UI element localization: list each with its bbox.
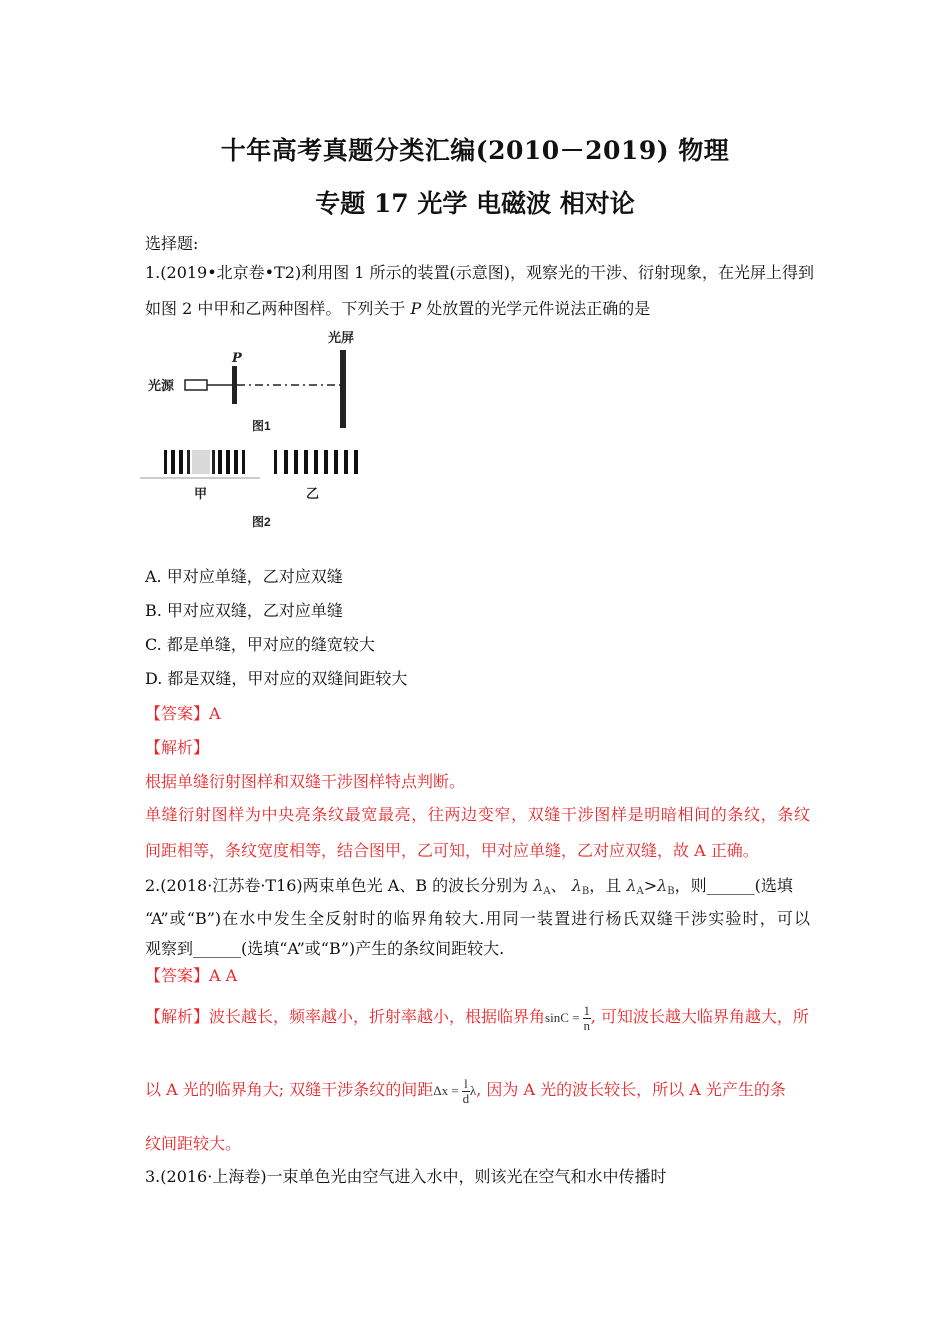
formula-dx-num: l [464, 1075, 468, 1091]
q1-option-c: C. 都是单缝，甲对应的缝宽较大 [145, 635, 375, 654]
q1-analysis-line1: 根据单缝衍射图样和双缝干涉图样特点判断。 [145, 772, 466, 791]
lambda-b-cmp: λ [657, 876, 668, 895]
q1-analysis-line2: 单缝衍射图样为中央亮条纹最宽最亮，往两边变窄，双缝干涉图样是明暗相间的条纹，条纹 [145, 805, 810, 824]
q1-stem-line2 [145, 296, 810, 319]
yi-fringe [314, 450, 318, 474]
q2-stem-a: 2.(2018·江苏卷·T16)两束单色光 A、B 的波长分别为 [145, 876, 529, 895]
screen-bar [340, 350, 346, 428]
formula-dx-frac [462, 1077, 470, 1106]
q2-gt: > [643, 876, 658, 895]
section-label: 选择题: [145, 234, 199, 253]
jia-fringe [179, 450, 183, 474]
q1-figure-svg [140, 326, 380, 536]
jia-fringe [164, 450, 167, 474]
q2-analysis-label: 【解析】 [145, 1007, 210, 1027]
jia-fringe [226, 450, 230, 474]
q2-stem-line2: “A”或“B”)在水中发生全反射时的临界角较大.用同一装置进行杨氏双缝干涉实验时，可以 [145, 909, 810, 928]
document-subtitle: 专题 17 光学 电磁波 相对论 [315, 189, 635, 218]
jia-fringe [212, 450, 215, 474]
lambda-a-sub: A [543, 886, 551, 897]
q1-stem-line2-a: 如图 2 中甲和乙两种图样。下列关于 [145, 299, 411, 318]
q1-stem-line2-b: 处放置的光学元件说法正确的是 [421, 299, 651, 318]
q1-analysis-label: 【解析】 [145, 738, 210, 757]
q2-analysis2-b: , 因为 A 光的波长较长，所以 A 光产生的条 [476, 1080, 786, 1100]
yi-fringe [284, 450, 288, 474]
q1-stem-p: P [410, 299, 422, 318]
lambda-a-cmp-sub: A [636, 886, 644, 897]
pattern-yi [274, 450, 358, 474]
q2-stem-line3: 观察到______(选填“A”或“B”)产生的条纹间距较大. [145, 939, 505, 958]
formula-sinc-num: 1 [583, 1002, 590, 1018]
yi-fringe [274, 450, 277, 474]
q1-analysis-line3: 间距相等，条纹宽度相等，结合图甲，乙可知，甲对应单缝，乙对应双缝，故 A 正确。 [145, 841, 759, 860]
yi-fringe [304, 450, 308, 474]
caption-fig2: 图2 [252, 515, 271, 529]
formula-sinc-lhs: sinC = [545, 1010, 580, 1026]
q2-analysis-line3: 纹间距较大。 [145, 1134, 242, 1153]
jia-fringe [187, 450, 190, 474]
q1-option-a: A. 甲对应单缝，乙对应双缝 [145, 567, 343, 586]
lambda-b-cmp-sub: B [667, 886, 675, 897]
q1-option-d: D. 都是双缝，甲对应的双缝间距较大 [145, 669, 408, 688]
formula-sinc-frac [583, 1004, 591, 1033]
q2-analysis-line2 [145, 1067, 810, 1113]
q2-answer: 【答案】A A [145, 966, 238, 985]
light-source-box [185, 380, 207, 390]
jia-fringe [234, 450, 238, 474]
label-p: P [232, 351, 242, 366]
q2-analysis1-b: , 可知波长越大临界角越大，所 [590, 1007, 809, 1027]
formula-dx-lambda: λ [469, 1083, 477, 1099]
lambda-b: λ [571, 876, 582, 895]
jia-fringe [171, 450, 175, 474]
label-light-source: 光源 [148, 378, 175, 393]
jia-fringe [218, 450, 222, 474]
caption-fig1: 图1 [252, 419, 271, 433]
q1-option-b: B. 甲对应双缝，乙对应单缝 [145, 601, 343, 620]
yi-fringe [334, 450, 338, 474]
q2-stem-b: 、 [550, 876, 567, 895]
lambda-a-cmp: λ [626, 876, 637, 895]
document-title: 十年高考真题分类汇编(2010－2019) 物理 [220, 136, 730, 165]
yi-fringe [324, 450, 328, 474]
jia-fringe [242, 450, 245, 474]
q3-stem-line1: 3.(2016·上海卷)一束单色光由空气进入水中，则该光在空气和水中传播时 [145, 1167, 667, 1186]
label-screen: 光屏 [328, 330, 355, 345]
lambda-b-sub: B [581, 886, 590, 897]
yi-fringe [294, 450, 298, 474]
lambda-a: λ [533, 876, 544, 895]
element-p-bar [232, 366, 237, 404]
q1-stem-line1: 1.(2019•北京卷•T2)利用图 1 所示的装置(示意图)，观察光的干涉、衍射现象，在光屏上得到 [145, 263, 815, 282]
q2-stem-c: ，且 [589, 876, 622, 895]
q1-answer: 【答案】A [145, 704, 221, 723]
q2-analysis2-a: 以 A 光的临界角大; 双缝干涉条纹的间距 [145, 1080, 434, 1100]
formula-dx [433, 1067, 476, 1114]
pattern-jia [164, 450, 245, 474]
label-yi: 乙 [306, 486, 320, 501]
label-jia: 甲 [194, 486, 208, 501]
q2-analysis1-a: 波长越长，频率越小，折射率越小，根据临界角 [209, 1007, 546, 1027]
yi-fringe [344, 450, 348, 474]
q1-figure [140, 326, 380, 536]
formula-dx-lhs: Δx = [433, 1083, 459, 1099]
q2-analysis-line1 [145, 996, 810, 1038]
q2-stem-d: ，则______(选填 [674, 876, 793, 895]
q2-stem-line1 [145, 873, 810, 897]
formula-dx-den: d [462, 1090, 470, 1106]
formula-sinc-den: n [583, 1017, 590, 1033]
formula-sinc [545, 996, 591, 1039]
yi-fringe [354, 450, 358, 474]
jia-central-fringe [192, 450, 210, 474]
